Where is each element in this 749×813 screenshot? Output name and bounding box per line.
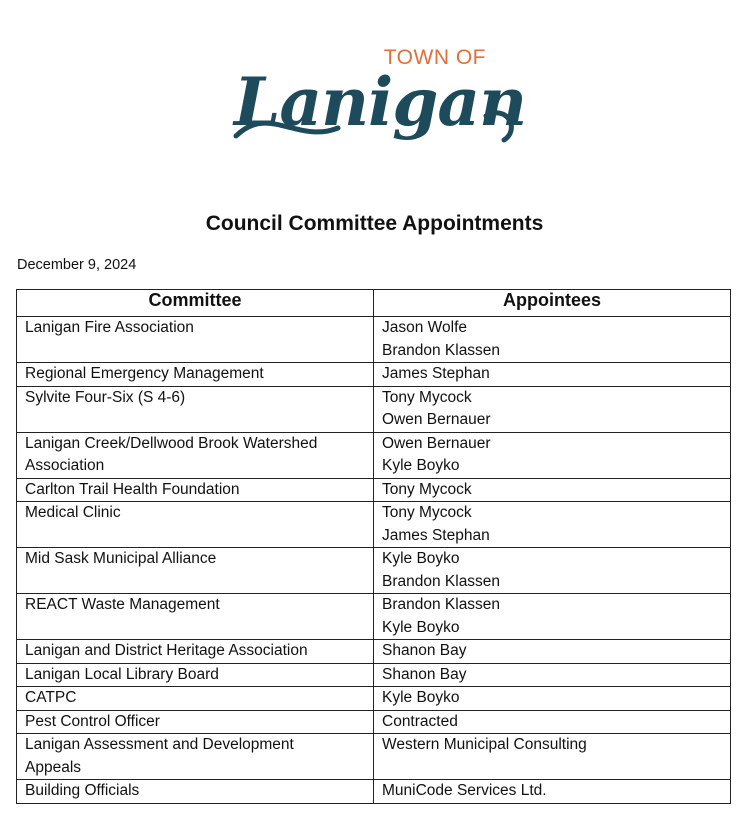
town-logo [228, 44, 528, 154]
appointee-name: Brandon Klassen [382, 572, 501, 590]
logo-town-of: TOWN OF [383, 46, 486, 69]
committee-cell [17, 640, 374, 664]
committee-name: Medical Clinic [25, 504, 121, 521]
appointee-name: Tony Mycock [382, 504, 472, 521]
committee-name: Regional Emergency Management [25, 365, 264, 382]
appointees-cell [374, 594, 731, 640]
committee-name: Appeals [25, 758, 82, 776]
table-header-row [17, 290, 731, 317]
committee-name: Carlton Trail Health Foundation [25, 480, 240, 498]
appointees-cell [374, 317, 731, 363]
appointee-name: Brandon Klassen [382, 341, 501, 359]
committee-name: Association [25, 457, 105, 474]
appointee-name: Shanon Bay [382, 665, 467, 683]
committee-name: CATPC [25, 689, 77, 706]
committee-name: Pest Control Officer [25, 712, 160, 730]
committee-name: Lanigan Assessment and Development [25, 736, 294, 753]
appointee-name: Contracted [382, 712, 458, 730]
appointees-cell [374, 432, 731, 478]
committee-cell [17, 317, 374, 363]
appointee-name: Brandon Klassen [382, 596, 501, 613]
committee-name: Lanigan Local Library Board [25, 665, 219, 683]
table-row [17, 710, 731, 734]
appointees-cell [374, 734, 731, 780]
appointees-cell [374, 478, 731, 502]
table-row [17, 594, 731, 640]
appointees-cell [374, 710, 731, 734]
appointee-name: James Stephan [382, 526, 490, 544]
committee-cell [17, 502, 374, 548]
appointee-name: Shanon Bay [382, 642, 467, 659]
committee-name: REACT Waste Management [25, 596, 220, 613]
committee-cell [17, 363, 374, 387]
logo-wordmark: Lanigan [234, 63, 527, 141]
appointee-name: Kyle Boyko [382, 550, 460, 567]
appointee-name: Owen Bernauer [382, 434, 491, 452]
document-date: December 9, 2024 [17, 257, 137, 273]
table-row [17, 432, 731, 478]
committee-cell [17, 710, 374, 734]
appointee-name: MuniCode Services Ltd. [382, 782, 547, 799]
page-title: Council Committee Appointments [205, 212, 544, 235]
table-row [17, 734, 731, 780]
committee-cell [17, 432, 374, 478]
committee-cell [17, 780, 374, 804]
column-header-appointees: Appointees [374, 290, 731, 317]
appointee-name: Tony Mycock [382, 388, 472, 406]
appointees-cell [374, 548, 731, 594]
committee-cell [17, 734, 374, 780]
appointee-name: Kyle Boyko [382, 618, 460, 636]
table-row [17, 663, 731, 687]
table-row [17, 502, 731, 548]
appointee-name: Kyle Boyko [382, 457, 460, 474]
appointees-cell [374, 502, 731, 548]
committee-name: Lanigan Creek/Dellwood Brook Watershed [25, 434, 318, 452]
table-row [17, 478, 731, 502]
appointee-name: Jason Wolfe [382, 319, 468, 336]
committee-cell [17, 687, 374, 711]
appointees-cell [374, 663, 731, 687]
committee-name: Building Officials [25, 782, 140, 799]
committee-name: Lanigan and District Heritage Association [25, 642, 308, 659]
committee-cell [17, 663, 374, 687]
table-row [17, 640, 731, 664]
committee-cell [17, 478, 374, 502]
appointees-cell [374, 780, 731, 804]
committee-name: Sylvite Four-Six (S 4-6) [25, 388, 186, 406]
table-row [17, 363, 731, 387]
appointees-cell [374, 363, 731, 387]
table-row [17, 780, 731, 804]
appointees-cell [374, 386, 731, 432]
appointee-name: Owen Bernauer [382, 411, 491, 428]
table-row [17, 687, 731, 711]
appointees-cell [374, 687, 731, 711]
appointments-table [16, 289, 731, 804]
appointee-name: James Stephan [382, 365, 490, 382]
table-row [17, 548, 731, 594]
appointee-name: Western Municipal Consulting [382, 736, 587, 753]
appointees-cell [374, 640, 731, 664]
committee-cell [17, 594, 374, 640]
table-body [17, 317, 731, 804]
table-row [17, 386, 731, 432]
committee-cell [17, 548, 374, 594]
appointee-name: Kyle Boyko [382, 689, 460, 706]
committee-name: Mid Sask Municipal Alliance [25, 550, 217, 567]
appointee-name: Tony Mycock [382, 480, 472, 498]
committee-cell [17, 386, 374, 432]
column-header-committee: Committee [17, 290, 374, 317]
table-row [17, 317, 731, 363]
committee-name: Lanigan Fire Association [25, 319, 194, 336]
